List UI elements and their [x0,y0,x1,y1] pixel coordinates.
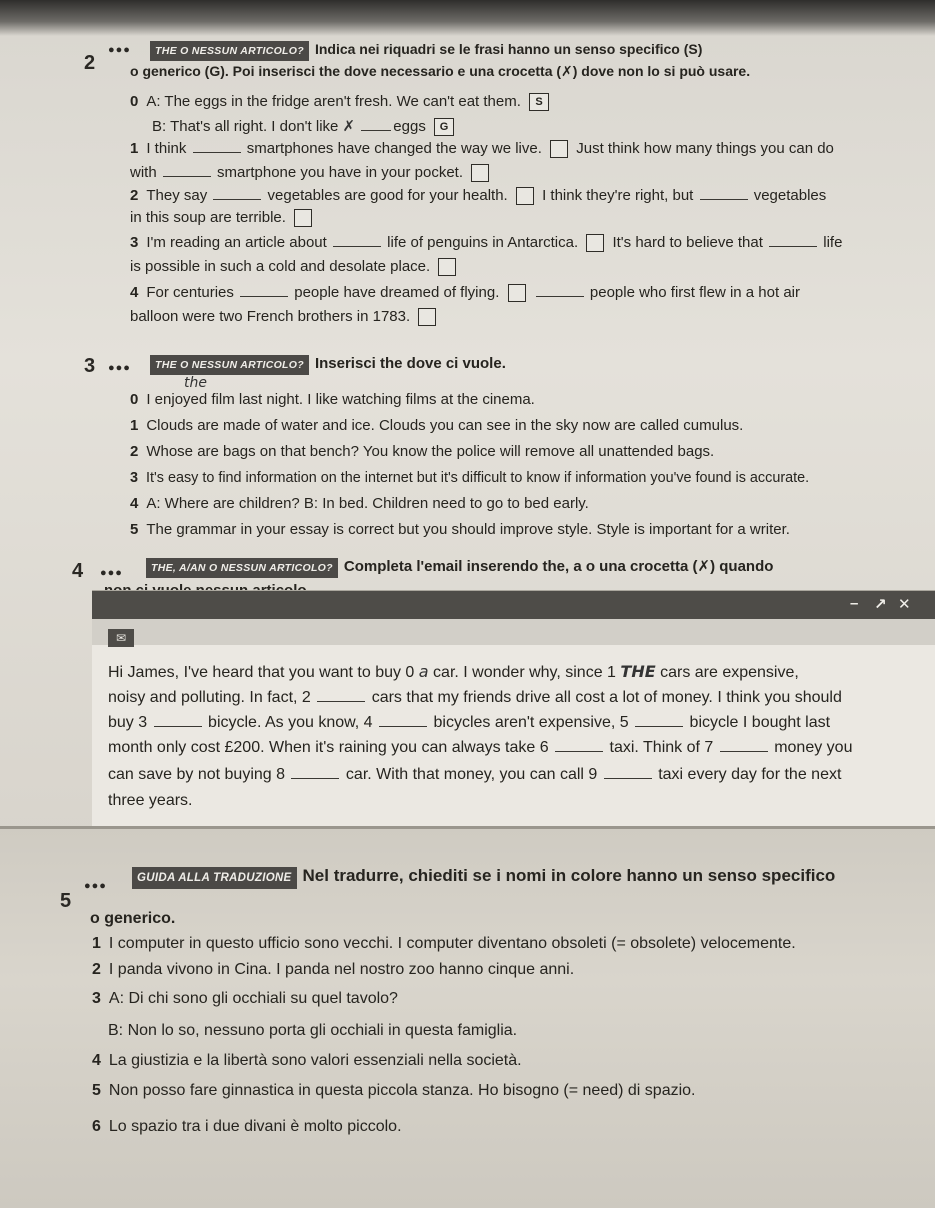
ex5-item-5: 5 Non posso fare ginnastica in questa piccola stanza. Ho bisogno (= need) di spazio. [92,1082,696,1099]
top-shadow [0,0,935,36]
ex3-tag: THE O NESSUN ARTICOLO? [150,355,309,375]
ex5-item-6: 6 Lo spazio tra i due divani è molto piccolo. [92,1118,402,1135]
ex2-answer-box[interactable] [516,187,534,205]
email-line-5: can save by not buying 8 car. With that money, you can call 9 taxi every day for the next [108,766,842,783]
ex3-item-5[interactable]: 5 The grammar in your essay is correct but you should improve style. Style is important for a writer. [130,521,790,538]
ex2-item-4a: 4 For centuries people have dreamed of flying. people who first flew in a hot air [130,284,801,301]
ex4-instruction: THE, A/AN O NESSUN ARTICOLO? Completa l'email inserendo the, a o una crocetta (✗) quando [146,558,773,578]
email-line-2: noisy and polluting. In fact, 2 cars that my friends drive all cost a lot of money. I think you should [108,689,842,706]
email-line-4: month only cost £200. When it's raining you can always take 6 taxi. Think of 7 money you [108,739,853,756]
ex2-answer-box[interactable] [294,209,312,227]
ex3-item-1[interactable]: 1 Clouds are made of water and ice. Clouds you can see in the sky now are called cumulus. [130,417,744,434]
ex5-tag: GUIDA ALLA TRADUZIONE [132,867,297,889]
email-blank[interactable] [291,766,339,779]
ex4-number: 4 [72,560,84,582]
ex5-instruction-line2: o generico. [90,910,176,927]
ex2-blank[interactable] [536,284,584,297]
ex2-item-3a: 3 I'm reading an article about life of penguins in Antarctica. It's hard to believe that life [130,234,843,251]
page-fold-edge [0,826,935,829]
email-icon: ✉ [108,629,134,647]
email-line-3: buy 3 bicycle. As you know, 4 bicycles aren't expensive, 5 bicycle I bought last [108,714,831,731]
ex2-blank[interactable] [333,234,381,247]
ex2-item-1a: 1 I think smartphones have changed the way we live. Just think how many things you can do [130,140,834,157]
email-blank[interactable] [317,689,365,702]
email-blank[interactable] [720,739,768,752]
email-line-1: Hi James, I've heard that you want to buy 0 a car. I wonder why, since 1 THE cars are expensive, [108,662,799,681]
ex2-answer-box[interactable] [586,234,604,252]
ex2-blank[interactable] [769,234,817,247]
ex2-blank[interactable] [240,284,288,297]
ex3-number: 3 [84,355,96,377]
ex3-item-0[interactable]: 0 I enjoyed film last night. I like watching films at the cinema. [130,391,535,408]
ex5-item-3b: B: Non lo so, nessuno porta gli occhiali in questa famiglia. [108,1022,518,1039]
ex2-answer-box[interactable]: G [434,118,454,136]
ex5-difficulty-dots: ●●● [84,880,107,892]
ex5-instruction: GUIDA ALLA TRADUZIONE Nel tradurre, chiediti se i nomi in colore hanno un senso specifico [132,866,835,889]
ex2-blank[interactable] [193,140,241,153]
ex2-item-1b: with smartphone you have in your pocket. [130,164,493,182]
ex2-blank[interactable] [700,187,748,200]
ex2-answer-box[interactable]: S [529,93,549,111]
ex3-item-4[interactable]: 4 A: Where are children? B: In bed. Children need to go to bed early. [130,495,589,512]
ex3-item-3[interactable]: 3 It's easy to find information on the internet but it's difficult to know if information you've found is accurate. [130,470,810,486]
ex2-blank[interactable] [361,118,391,131]
ex3-instruction: THE O NESSUN ARTICOLO? Inserisci the dove ci vuole. [150,355,506,375]
email-blank[interactable] [379,714,427,727]
email-blank[interactable] [635,714,683,727]
ex5-item-2: 2 I panda vivono in Cina. I panda nel nostro zoo hanno cinque anni. [92,961,575,978]
ex2-item-2b: in this soup are terrible. [130,209,316,227]
ex2-item-4b: balloon were two French brothers in 1783. [130,308,440,326]
ex2-instruction: THE O NESSUN ARTICOLO? Indica nei riquadri se le frasi hanno un senso specifico (S) [150,40,702,61]
ex3-difficulty-dots: ●●● [108,362,131,374]
ex2-item-3b: is possible in such a cold and desolate place. [130,258,460,276]
ex2-blank[interactable] [213,187,261,200]
close-icon[interactable]: ✕ [898,596,911,613]
ex2-item-0b: B: That's all right. I don't like ✗ eggs G [152,117,458,136]
ex2-instruction-line2: o generico (G). Poi inserisci the dove necessario e una crocetta (✗) dove non lo si può usare. [130,63,751,79]
ex5-item-4: 4 La giustizia e la libertà sono valori essenziali nella società. [92,1052,522,1069]
email-blank[interactable] [604,766,652,779]
ex3-handwritten-answer: the [184,375,207,391]
ex3-item-2[interactable]: 2 Whose are bags on that bench? You know the police will remove all unattended bags. [130,443,715,460]
email-blank[interactable] [555,739,603,752]
ex4-difficulty-dots: ●●● [100,567,123,579]
ex5-number: 5 [60,890,72,912]
ex2-tag: THE O NESSUN ARTICOLO? [150,41,309,61]
ex2-answer-box[interactable] [418,308,436,326]
ex5-item-1: 1 I computer in questo ufficio sono vecchi. I computer diventano obsoleti (= obsolete) velocemente. [92,935,796,952]
email-line-6: three years. [108,792,193,809]
ex4-tag: THE, A/AN O NESSUN ARTICOLO? [146,558,338,578]
ex2-answer-box[interactable] [471,164,489,182]
email-toolbar [92,619,935,645]
minimize-icon[interactable]: – [850,595,859,612]
ex2-item-2a: 2 They say vegetables are good for your health. I think they're right, but vegetables [130,187,827,204]
email-blank-filled[interactable]: THE [620,662,656,681]
ex2-answer-box[interactable] [508,284,526,302]
ex2-number: 2 [84,52,96,74]
email-blank[interactable] [154,714,202,727]
ex2-answer-box[interactable] [550,140,568,158]
email-blank-filled[interactable]: a [418,662,429,681]
ex2-item-0a: 0 A: The eggs in the fridge aren't fresh. We can't eat them. S [130,93,553,111]
email-window [92,590,935,829]
maximize-icon[interactable]: ↗ [874,596,887,613]
ex5-item-3: 3 A: Di chi sono gli occhiali su quel tavolo? [92,990,398,1007]
ex2-answer-box[interactable] [438,258,456,276]
ex2-blank[interactable] [163,164,211,177]
email-title-bar [92,591,935,619]
ex2-difficulty-dots: ●●● [108,44,131,56]
